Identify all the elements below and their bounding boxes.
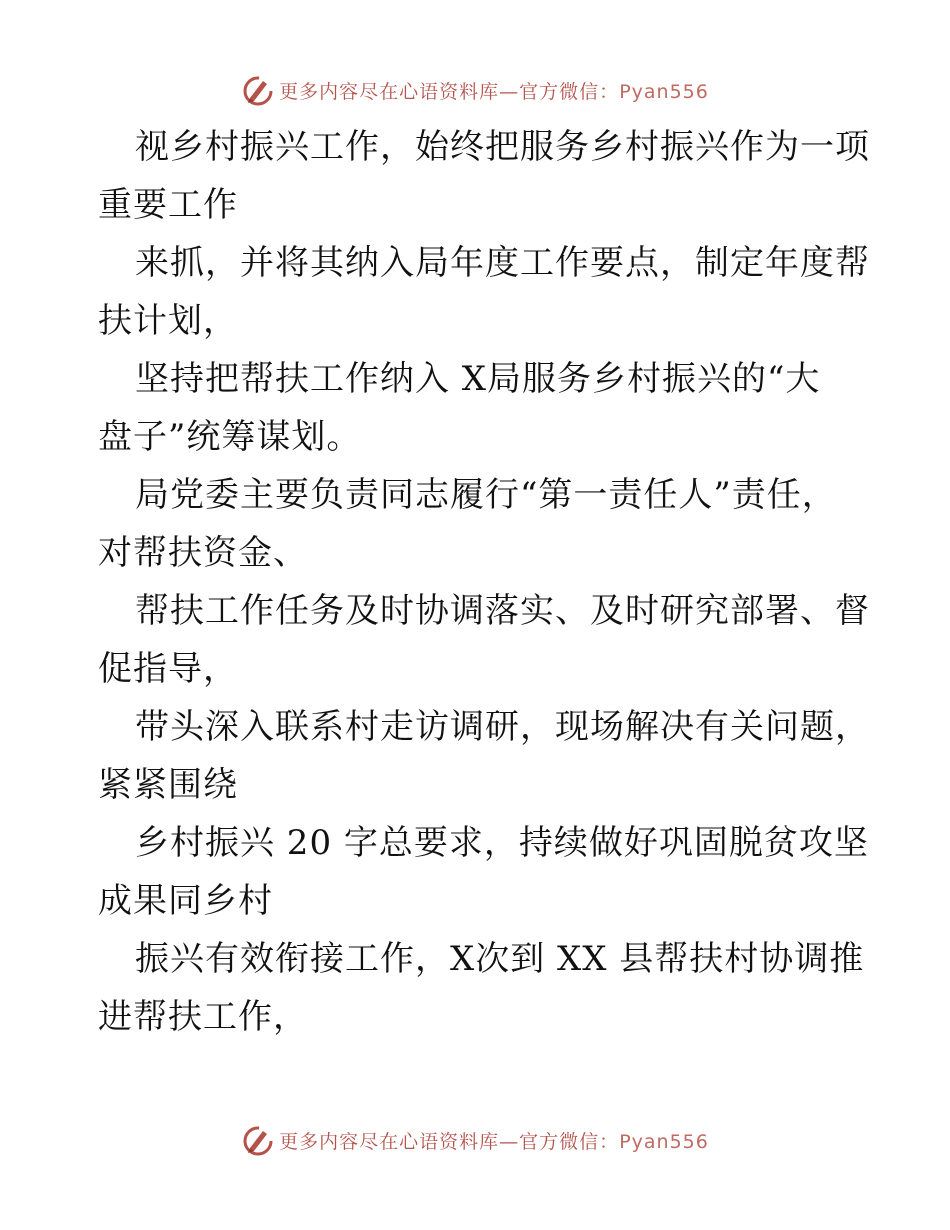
body-line: 进帮扶工作， bbox=[98, 997, 308, 1037]
body-line: 帮扶工作任务及时协调落实、及时研究部署、督 bbox=[135, 591, 870, 631]
body-line: 扶计划， bbox=[98, 301, 238, 341]
footer-banner-main: 更多内容尽在心语资料库 bbox=[279, 1130, 500, 1153]
body-line: 来抓，并将其纳入局年度工作要点，制定年度帮 bbox=[135, 243, 870, 283]
header-banner-main: 更多内容尽在心语资料库 bbox=[279, 80, 500, 103]
body-line: 盘子”统筹谋划。 bbox=[98, 417, 362, 457]
footer-banner bbox=[0, 1120, 950, 1160]
body-line: 视乡村振兴工作，始终把服务乡村振兴作为一项 bbox=[135, 127, 870, 167]
body-line: 振兴有效衔接工作，X次到 XX 县帮扶村协调推 bbox=[135, 939, 865, 979]
document-body bbox=[98, 118, 870, 1046]
header-banner-label: 官方微信： bbox=[519, 80, 620, 103]
pen-logo-icon bbox=[241, 73, 275, 107]
body-line: 成果同乡村 bbox=[98, 881, 273, 921]
body-line: 重要工作 bbox=[98, 185, 238, 225]
footer-banner-label: 官方微信： bbox=[519, 1130, 620, 1153]
body-line: 紧紧围绕 bbox=[98, 765, 238, 805]
pen-logo-icon bbox=[241, 1123, 275, 1157]
body-line: 对帮扶资金、 bbox=[98, 533, 308, 573]
header-banner-text bbox=[279, 77, 709, 104]
header-banner-handle: Pyan556 bbox=[619, 80, 709, 103]
footer-banner-sep: — bbox=[499, 1130, 520, 1153]
header-banner bbox=[0, 70, 950, 110]
body-line: 乡村振兴 20 字总要求，持续做好巩固脱贫攻坚 bbox=[135, 823, 869, 863]
body-line: 带头深入联系村走访调研，现场解决有关问题， bbox=[135, 707, 870, 747]
header-banner-sep: — bbox=[499, 80, 520, 103]
footer-banner-handle: Pyan556 bbox=[619, 1130, 709, 1153]
body-line: 促指导， bbox=[98, 649, 238, 689]
footer-banner-text bbox=[279, 1127, 709, 1154]
body-line: 局党委主要负责同志履行“第一责任人”责任， bbox=[135, 475, 837, 515]
body-line: 坚持把帮扶工作纳入 X局服务乡村振兴的“大 bbox=[135, 359, 821, 399]
